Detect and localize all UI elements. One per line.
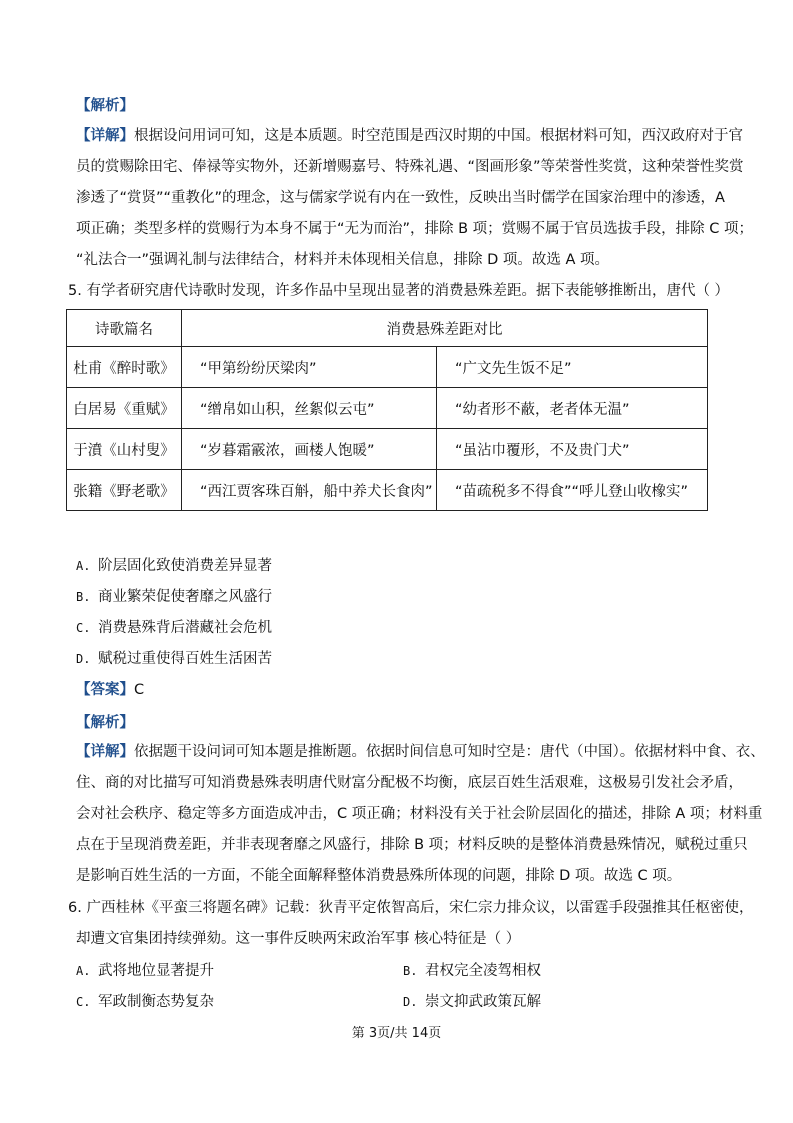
rich-quote: “缯帛如山积，丝絮似云屯” — [182, 388, 437, 429]
q5-option-a: A. 阶层固化致使消费差异显著 — [76, 558, 272, 574]
q5-option-d: D. 赋税过重使得百姓生活困苦 — [76, 651, 272, 667]
q6-stem-line-2: 却遭文官集团持续弹劾。这一事件反映两宋政治军事 核心特征是（ ） — [76, 931, 521, 947]
q5-detail-label: 【详解】 — [76, 744, 134, 760]
q6-option-d: D. 崇文抑武政策瓦解 — [403, 994, 541, 1010]
prev-analysis-heading: 【解析】 — [76, 98, 134, 114]
poor-quote: “苗疏税多不得食”“呼儿登山收橡实” — [437, 470, 708, 511]
prev-detail-line-3: 渗透了“赏贤”“重教化”的理念，这与儒家学说有内在一致性，反映出当时儒学在国家治理中的渗透，A — [76, 190, 725, 206]
table-header-poem: 诗歌篇名 — [67, 310, 182, 347]
rich-quote: “甲第纷纷厌梁肉” — [182, 347, 437, 388]
poem-title: 于濆《山村叟》 — [67, 429, 182, 470]
q6-option-a: A. 武将地位显著提升 — [76, 963, 214, 979]
table-row — [67, 429, 708, 470]
rich-quote: “岁暮霜霰浓，画楼人饱暖” — [182, 429, 437, 470]
answer-value: C — [134, 682, 145, 698]
table-row — [67, 388, 708, 429]
poor-quote: “虽沾巾覆形，不及贵门犬” — [437, 429, 708, 470]
q6-option-b: B. 君权完全凌驾相权 — [403, 963, 541, 979]
q5-detail-line-4: 点在于呈现消费差距，并非表现奢靡之风盛行，排除 B 项；材料反映的是整体消费悬殊情况，赋税过重只 — [76, 837, 748, 853]
prev-detail-line-1: 【详解】根据设问用词可知，这是本质题。时空范围是西汉时期的中国。根据材料可知，西汉政府对于官 — [76, 128, 743, 144]
page-footer: 第 3页/共 14页 — [351, 1026, 442, 1041]
q5-analysis-heading: 【解析】 — [76, 715, 134, 731]
q5-stem: 5. 有学者研究唐代诗歌时发现，许多作品中呈现出显著的消费悬殊差距。据下表能够推断出，唐代（ ） — [68, 283, 730, 299]
poem-title: 杜甫《醉时歌》 — [67, 347, 182, 388]
table-header-contrast: 消费悬殊差距对比 — [182, 310, 708, 347]
q5-detail-line-3: 会对社会秩序、稳定等多方面造成冲击，C 项正确；材料没有关于社会阶层固化的描述，排除 A 项；材料重 — [76, 806, 763, 822]
q5-table — [66, 309, 708, 511]
poor-quote: “幼者形不蔽，老者体无温” — [437, 388, 708, 429]
q5-option-b: B. 商业繁荣促使奢靡之风盛行 — [76, 589, 272, 605]
poem-title: 张籍《野老歌》 — [67, 470, 182, 511]
rich-quote: “西江贾客珠百斛，船中养犬长食肉” — [182, 470, 437, 511]
table-row — [67, 347, 708, 388]
q5-detail-line-2: 住、商的对比描写可知消费悬殊表明唐代财富分配极不均衡，底层百姓生活艰难，这极易引发社会矛盾， — [76, 775, 743, 791]
prev-detail-line-4: 项正确；类型多样的赏赐行为本身不属于“无为而治”，排除 B 项；赏赐不属于官员选拔手段，排除 C 项； — [76, 221, 754, 237]
q5-option-c: C. 消费悬殊背后潜藏社会危机 — [76, 620, 272, 636]
q6-option-c: C. 军政制衡态势复杂 — [76, 994, 214, 1010]
q5-detail-line-1: 【详解】依据题干设问词可知本题是推断题。依据时间信息可知时空是：唐代（中国）。依据材料中食、衣、 — [76, 744, 765, 760]
prev-detail-line-5: “礼法合一”强调礼制与法律结合，材料并未体现相关信息，排除 D 项。故选 A 项。 — [76, 252, 610, 268]
q5-answer — [76, 680, 726, 700]
q6-stem-line-1: 6. 广西桂林《平蛮三将题名碑》记载：狄青平定侬智高后，宋仁宗力排众议，以雷霆手段强推其任枢密使， — [68, 900, 754, 916]
poor-quote: “广文先生饭不足” — [437, 347, 708, 388]
poem-title: 白居易《重赋》 — [67, 388, 182, 429]
table-header-row — [67, 310, 708, 347]
prev-detail-line-2: 员的赏赐除田宅、俸禄等实物外，还新增赐嘉号、特殊礼遇、“图画形象”等荣誉性奖赏，这种荣誉性奖赏 — [76, 159, 744, 175]
answer-label: 【答案】 — [76, 682, 134, 698]
prev-detail-label: 【详解】 — [76, 128, 134, 144]
table-row — [67, 470, 708, 511]
q5-detail-line-5: 是影响百姓生活的一方面，不能全面解释整体消费悬殊所体现的问题，排除 D 项。故选 C 项。 — [76, 868, 682, 884]
